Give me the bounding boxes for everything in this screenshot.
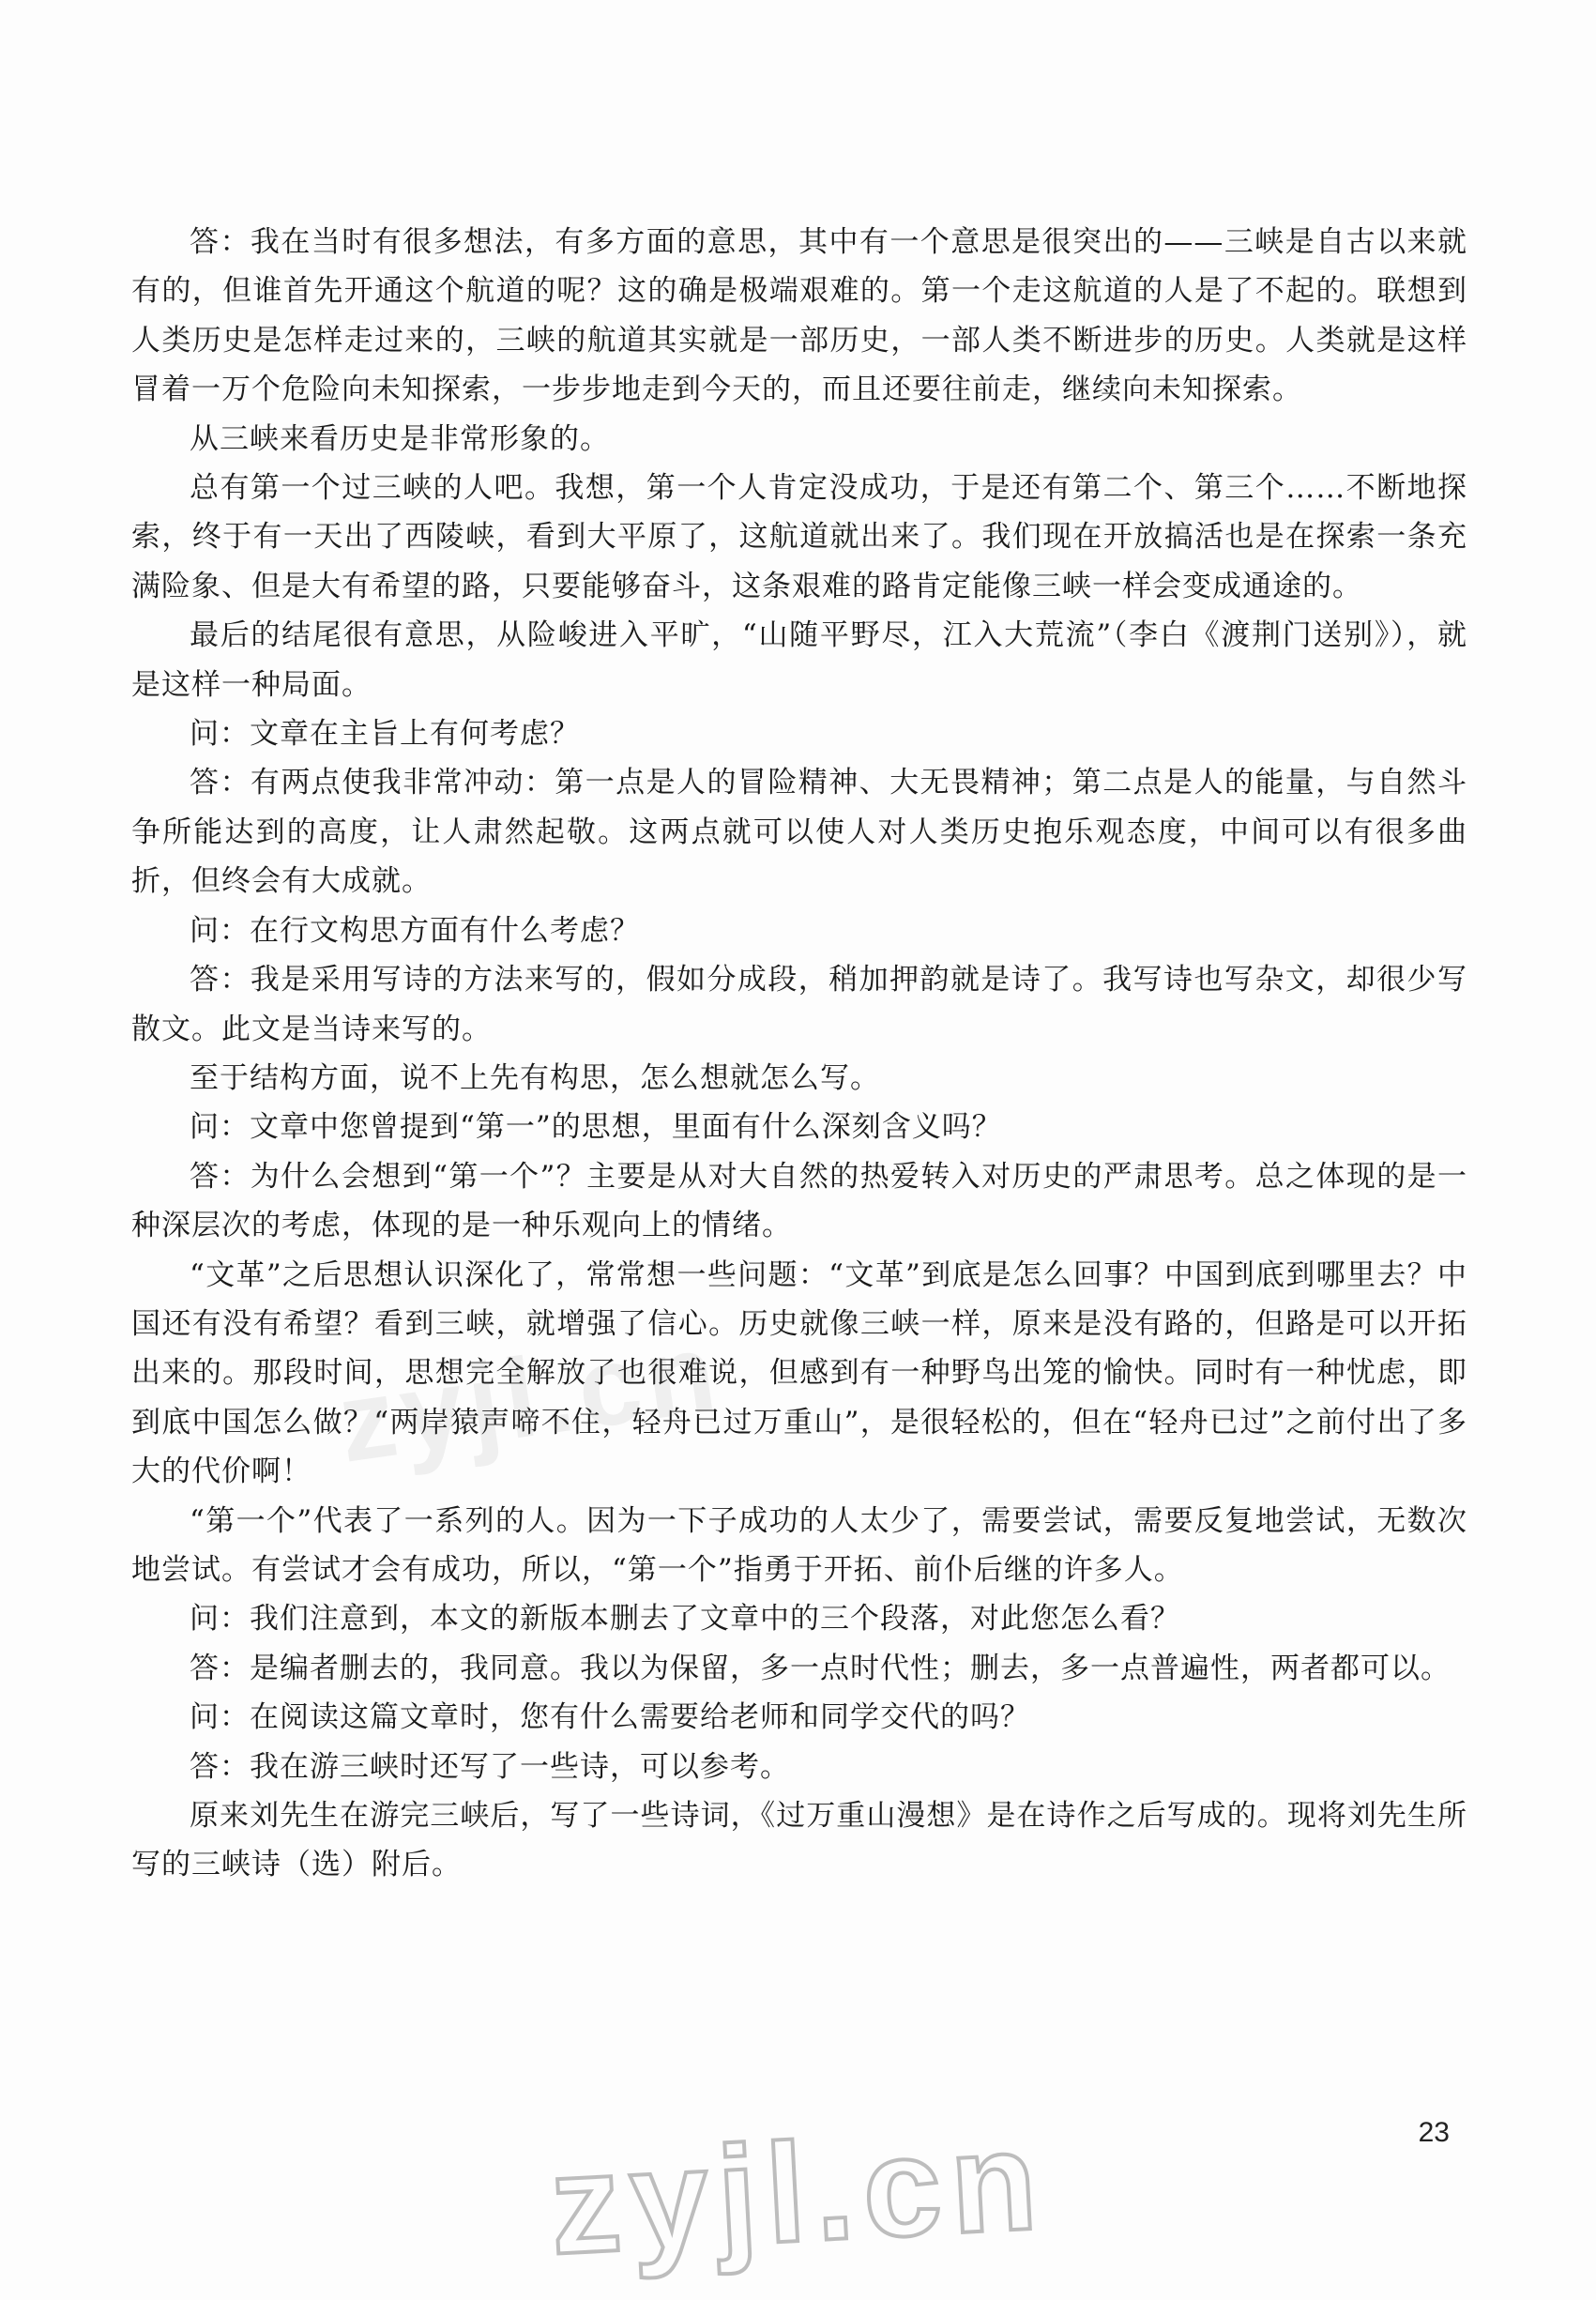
answer: 答：是编者删去的，我同意。我以为保留，多一点时代性；删去，多一点普遍性，两者都可以。 <box>190 1651 1451 1685</box>
question: 问：在阅读这篇文章时，您有什么需要给老师和同学交代的吗？ <box>190 1700 1030 1735</box>
question: 问：我们注意到，本文的新版本删去了文章中的三个段落，对此您怎么看？ <box>190 1602 1180 1637</box>
question: 问：文章在主旨上有何考虑？ <box>190 717 580 752</box>
paragraph: 至于结构方面，说不上先有构思，怎么想就怎么写。 <box>190 1060 880 1095</box>
answer: 答：有两点使我非常冲动：第一点是人的冒险精神、大无畏精神；第二点是人的能量，与自然斗争所能达到的高度，让人肃然起敬。这两点就可以使人对人类历史抱乐观态度，中间可以有很多曲折，但终会有大成就。 <box>131 766 1467 899</box>
watermark-faint: zyjl.cn <box>330 1308 729 1486</box>
paragraph: “文革”之后思想认识深化了，常常想一些问题：“文革”到底是怎么回事？中国到底到哪里去？中国还有没有希望？看到三峡，就增强了信心。历史就像三峡一样，原来是没有路的，但路是可以开拓出来的。那段时间，思想完全解放了也很难说，但感到有一种野鸟出笼的愉快。同时有一种忧虑，即到底中国怎么做？“两岸猿声啼不住，轻舟已过万重山”，是很轻松的，但在“轻舟已过”之前付出了多大的代价啊！ <box>131 1257 1467 1489</box>
watermark-logo: zyjl.cn <box>546 2100 1050 2284</box>
question: 问：文章中您曾提到“第一”的思想，里面有什么深刻含义吗？ <box>190 1110 1002 1145</box>
body-text <box>131 218 1467 1890</box>
paragraph: 总有第一个过三峡的人吧。我想，第一个人肯定没成功，于是还有第二个、第三个……不断地探索，终于有一天出了西陵峡，看到大平原了，这航道就出来了。我们现在开放搞活也是在探索一条充满险象、但是大有希望的路，只要能够奋斗，这条艰难的路肯定能像三峡一样会变成通途的。 <box>131 471 1467 603</box>
answer: 答：为什么会想到“第一个”？主要是从对大自然的热爱转入对历史的严肃思考。总之体现的是一种深层次的考虑，体现的是一种乐观向上的情绪。 <box>131 1159 1467 1243</box>
paragraph: 答：我在当时有很多想法，有多方面的意思，其中有一个意思是很突出的——三峡是自古以来就有的，但谁首先开通这个航道的呢？这的确是极端艰难的。第一个走这航道的人是了不起的。联想到人类历史是怎样走过来的，三峡的航道其实就是一部历史，一部人类不断进步的历史。人类就是这样冒着一万个危险向未知探索，一步步地走到今天的，而且还要往前走，继续向未知探索。 <box>131 225 1467 407</box>
paragraph: “第一个”代表了一系列的人。因为一下子成功的人太少了，需要尝试，需要反复地尝试，无数次地尝试。有尝试才会有成功，所以，“第一个”指勇于开拓、前仆后继的许多人。 <box>131 1503 1467 1587</box>
paragraph: 从三峡来看历史是非常形象的。 <box>190 421 610 456</box>
paragraph: 原来刘先生在游完三峡后，写了一些诗词，《过万重山漫想》是在诗作之后写成的。现将刘先生所写的三峡诗（选）附后。 <box>131 1799 1467 1882</box>
paragraph: 最后的结尾很有意思，从险峻进入平旷，“山随平野尽，江入大荒流”（李白《渡荆门送别》），就是这样一种局面。 <box>131 618 1467 702</box>
question: 问：在行文构思方面有什么考虑？ <box>190 913 640 948</box>
answer: 答：我是采用写诗的方法来写的，假如分成段，稍加押韵就是诗了。我写诗也写杂文，却很少写散文。此文是当诗来写的。 <box>131 963 1467 1046</box>
answer: 答：我在游三峡时还写了一些诗，可以参考。 <box>190 1749 790 1784</box>
page-number: 23 <box>1418 2117 1450 2148</box>
